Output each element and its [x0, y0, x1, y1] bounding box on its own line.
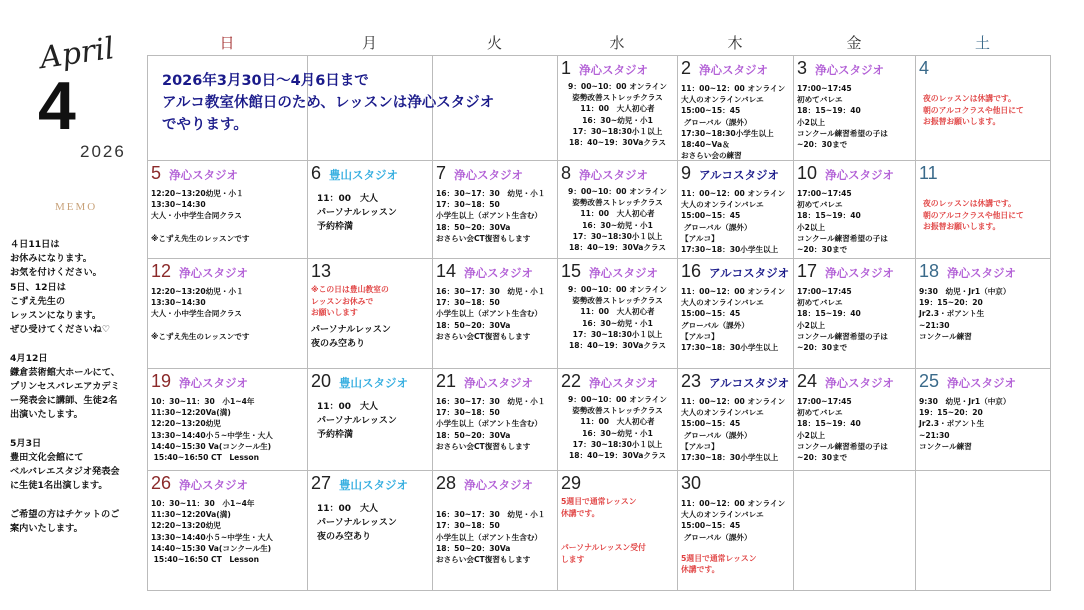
lesson-schedule: 10：30~11：30 小1~4年 11:30~12:20Va(満) 12:20~13:20幼児 13:30~14:40小５~中学生・大人 14:40~15:30 Va(コンクール生) 15:40~16:50 CT Lesson: [151, 397, 273, 463]
day-number: 26: [151, 473, 172, 493]
day-number: 24: [797, 371, 818, 391]
lesson-schedule: 11：00~12：00 オンライン 大人のオンラインバレエ 15:00~15：45 グローバル（課外） 【アルコ】 17:30~18：30小学生以上: [681, 287, 786, 353]
day-number: 28: [436, 473, 457, 493]
lesson-schedule: 11：00~12：00 オンライン 大人のオンラインバレエ 15:00~15：45 グローバル（課外）: [681, 499, 786, 542]
weekday-tue: 火: [486, 34, 502, 52]
lesson-schedule: 17:00~17:45 初めてバレエ 18：15~19：40 小2以上 コンクール練習希望の子は ~20：30まで: [797, 84, 888, 150]
studio-name: 浄心スタジオ: [825, 168, 895, 182]
weekday-thu: 木: [727, 34, 743, 52]
calendar-day-cell[interactable]: [678, 369, 794, 471]
calendar-day-cell[interactable]: [916, 471, 1051, 591]
day-header: [681, 261, 790, 282]
day-header: [151, 163, 304, 184]
day-number: 15: [561, 261, 582, 281]
day-header: [151, 473, 304, 494]
day-number: 22: [561, 371, 582, 391]
day-header: [681, 58, 790, 79]
day-number: 29: [561, 473, 582, 493]
day-number: 2: [681, 58, 692, 78]
lesson-schedule: 10：30~11：30 小1~4年 11:30~12:20Va(満) 12:20~13:20幼児 13:30~14:40小５~中学生・大人 14:40~15:30 Va(コンクール生) 15:40~16:50 CT Lesson: [151, 499, 273, 565]
studio-name: 浄心スタジオ: [179, 478, 249, 492]
studio-name: 浄心スタジオ: [815, 63, 885, 77]
lesson-schedule: 9：00~10：00 オンライン 姿勢改善ストレッチクラス 11：00 大人初心者 16：30~幼児・小1 17：30~18:30小１以上 18：40~19：30Vaクラス: [568, 285, 667, 351]
studio-name: 浄心スタジオ: [579, 168, 649, 182]
calendar-day-cell[interactable]: [916, 56, 1051, 161]
day-number: 20: [311, 371, 332, 391]
studio-name: 浄心スタジオ: [825, 376, 895, 390]
day-header: [919, 261, 1047, 282]
day-number: 6: [311, 163, 322, 183]
calendar-day-cell[interactable]: [433, 259, 558, 369]
studio-name: 浄心スタジオ: [947, 376, 1017, 390]
calendar-day-cell[interactable]: [916, 369, 1051, 471]
calendar-day-cell[interactable]: [308, 471, 433, 591]
calendar-day-cell[interactable]: [916, 259, 1051, 369]
day-number: 3: [797, 58, 808, 78]
lesson-schedule: 9:30 幼児・Jr1（中京） 19：15~20：20 Jr2.3・ポアント生 ~21:30 コンクール練習: [919, 287, 1011, 341]
lesson-schedule: 17:00~17:45 初めてバレエ 18：15~19：40 小2以上 コンクール練習希望の子は ~20：30まで: [797, 287, 888, 353]
day-header: [151, 371, 304, 392]
studio-name: 浄心スタジオ: [464, 266, 534, 280]
calendar-day-cell[interactable]: [558, 161, 678, 259]
day-number: 17: [797, 261, 818, 281]
day-number: 14: [436, 261, 457, 281]
cell-notice: 夜のレッスンは休講です。 朝のアルコクラスや他日にて お振替お願いします。: [923, 199, 1024, 231]
lesson-schedule: 12:20~13:20幼児・小１ 13:30~14:30 大人・小中学生合同クラス ※こずえ先生のレッスンです: [151, 189, 250, 243]
day-header: [436, 163, 554, 184]
day-header: [151, 261, 304, 282]
lesson-schedule: 9:30 幼児・Jr1（中京） 19：15~20：20 Jr2.3・ポアント生 ~21:30 コンクール練習: [919, 397, 1011, 451]
day-header: [919, 371, 1047, 392]
day-number: 18: [919, 261, 940, 281]
studio-name: 浄心スタジオ: [464, 376, 534, 390]
weekday-sat: 土: [974, 34, 990, 52]
cell-notice: 夜のレッスンは休講です。 朝のアルコクラスや他日にて お振替お願いします。: [923, 94, 1024, 126]
day-number: 1: [561, 58, 572, 78]
studio-name: アルコスタジオ: [709, 266, 790, 280]
lesson-schedule: 16：30~17：30 幼児・小１ 17：30~18：50 小学生以上（ポアント生含む） 18：50~20：30Va おさらい会CT復習もします: [436, 510, 546, 565]
studio-name: 豊山スタジオ: [339, 376, 409, 390]
closure-notice: 2026年3月30日～4月6日まで アルコ教室休館日のため、レッスンは浄心スタジオ でやります。: [162, 73, 495, 133]
day-header: [311, 371, 429, 392]
calendar-day-cell[interactable]: [678, 161, 794, 259]
weekday-header: [147, 32, 1050, 53]
day-number: 19: [151, 371, 172, 391]
lesson-schedule: 17:00~17:45 初めてバレエ 18：15~19：40 小2以上 コンクール練習希望の子は ~20：30まで: [797, 397, 888, 463]
studio-name: 浄心スタジオ: [179, 376, 249, 390]
lesson-schedule: 16：30~17：30 幼児・小１ 17：30~18：50 小学生以上（ポアント生含む） 18：50~20：30Va おさらい会CT復習もします: [436, 287, 546, 341]
day-header: [681, 163, 790, 184]
studio-name: 浄心スタジオ: [947, 266, 1017, 280]
day-header: [797, 58, 912, 79]
lesson-schedule: 9：00~10：00 オンライン 姿勢改善ストレッチクラス 11：00 大人初心者 16：30~幼児・小1 17：30~18:30小１以上 18：40~19：30Vaクラス: [568, 187, 667, 253]
day-header: [561, 371, 674, 392]
calendar-day-cell[interactable]: [558, 259, 678, 369]
weekday-mon: 月: [361, 34, 377, 52]
day-header: [919, 58, 1047, 79]
lesson-schedule: 11：00 大人 パーソナルレッスン 予約枠満: [317, 194, 397, 232]
studio-name: 浄心スタジオ: [699, 63, 769, 77]
calendar-day-cell[interactable]: [308, 369, 433, 471]
calendar-day-cell[interactable]: [308, 259, 433, 369]
day-number: 13: [311, 261, 332, 281]
calendar-day-cell[interactable]: [558, 471, 678, 591]
day-number: 12: [151, 261, 172, 281]
lesson-schedule: 9：00~10：00 オンライン 姿勢改善ストレッチクラス 11：00 大人初心者 16：30~幼児・小1 17：30~18:30小１以上 18：40~19：30Vaクラス: [568, 395, 667, 461]
studio-name: 浄心スタジオ: [589, 266, 659, 280]
studio-name: アルコスタジオ: [699, 168, 780, 182]
weekday-sun: 日: [219, 34, 235, 52]
studio-name: 浄心スタジオ: [454, 168, 524, 182]
studio-name: 浄心スタジオ: [179, 266, 249, 280]
month-name: April: [37, 30, 117, 77]
day-header: [436, 473, 554, 494]
calendar-day-cell[interactable]: [916, 161, 1051, 259]
lesson-schedule: 11：00~12：00 オンライン 大人のオンラインバレエ 15:00~15：45 グローバル（課外） 【アルコ】 17:30~18：30小学生以上: [681, 189, 786, 255]
cell-notice: ※この日は豊山教室の レッスンお休みで お願いします: [311, 285, 389, 317]
calendar-day-cell[interactable]: [148, 161, 308, 259]
day-header: [311, 261, 429, 282]
day-header: [919, 163, 1047, 184]
studio-name: 豊山スタジオ: [339, 478, 409, 492]
lesson-schedule: 17:00~17:45 初めてバレエ 18：15~19：40 小2以上 コンクール練習希望の子は ~20：30まで: [797, 189, 888, 255]
day-number: 11: [919, 163, 938, 183]
calendar-day-cell[interactable]: [678, 56, 794, 161]
day-header: [797, 261, 912, 282]
lesson-schedule: 9：00~10：00 オンライン 姿勢改善ストレッチクラス 11：00 大人初心者 16：30~幼児・小1 17：30~18:30小１以上 18：40~19：30Vaクラス: [568, 82, 667, 148]
studio-name: 浄心スタジオ: [589, 376, 659, 390]
calendar-day-cell[interactable]: [148, 259, 308, 369]
day-number: 4: [919, 58, 930, 78]
calendar-day-cell[interactable]: [794, 161, 916, 259]
calendar-day-cell[interactable]: [433, 369, 558, 471]
cell-notice: 5週目で通常レッスン 休講です。 パーソナルレッスン受付 します: [561, 497, 646, 564]
day-header: [311, 163, 429, 184]
day-header: [797, 371, 912, 392]
day-number: 27: [311, 473, 332, 493]
lesson-schedule: 16：30~17：30 幼児・小１ 17：30~18：50 小学生以上（ポアント生含む） 18：50~20：30Va おさらい会CT復習もします: [436, 397, 546, 451]
studio-name: 豊山スタジオ: [329, 168, 399, 182]
calendar-day-cell[interactable]: [308, 161, 433, 259]
studio-name: 浄心スタジオ: [579, 63, 649, 77]
day-header: [311, 473, 429, 494]
day-header: [561, 473, 674, 494]
year: 2026: [80, 142, 126, 161]
lesson-schedule: 11：00 大人 パーソナルレッスン 夜のみ空あり: [317, 504, 397, 542]
calendar-day-cell[interactable]: [794, 471, 916, 591]
studio-name: アルコスタジオ: [709, 376, 790, 390]
lesson-schedule: 11：00 大人 パーソナルレッスン 予約枠満: [317, 402, 397, 440]
calendar-day-cell[interactable]: [794, 259, 916, 369]
weekday-wed: 水: [609, 34, 625, 52]
lesson-schedule: パーソナルレッスン 夜のみ空あり: [311, 324, 391, 349]
calendar-day-cell[interactable]: [148, 471, 308, 591]
day-header: [561, 261, 674, 282]
studio-name: 浄心スタジオ: [464, 478, 534, 492]
day-number: 25: [919, 371, 940, 391]
day-header: [561, 58, 674, 79]
lesson-schedule: 12:20~13:20幼児・小１ 13:30~14:30 大人・小中学生合同クラス ※こずえ先生のレッスンです: [151, 287, 250, 341]
lesson-schedule: 16：30~17：30 幼児・小１ 17：30~18：50 小学生以上（ポアント生含む） 18：50~20：30Va おさらい会CT復習もします: [436, 189, 546, 243]
memo-label: MEMO: [55, 201, 98, 213]
day-header: [681, 371, 790, 392]
day-header: [561, 163, 674, 184]
calendar-day-cell[interactable]: [558, 369, 678, 471]
calendar-day-cell[interactable]: [678, 471, 794, 591]
day-number: 23: [681, 371, 702, 391]
calendar-day-cell[interactable]: [558, 56, 678, 161]
day-number: 10: [797, 163, 818, 183]
month-number: 4: [38, 68, 76, 144]
studio-name: 浄心スタジオ: [169, 168, 239, 182]
calendar-day-cell[interactable]: [433, 161, 558, 259]
day-number: 5: [151, 163, 162, 183]
day-number: 30: [681, 473, 702, 493]
lesson-schedule: 11：00~12：00 オンライン 大人のオンラインバレエ 15:00~15：45 グローバル（課外） 17:30~18:30小学生以上 18:40~Va＆ おさらい会の練習: [681, 84, 786, 161]
calendar-day-cell[interactable]: [433, 471, 558, 591]
day-number: 21: [436, 371, 457, 391]
weekday-fri: 金: [846, 34, 862, 52]
lesson-schedule: 11：00~12：00 オンライン 大人のオンラインバレエ 15:00~15：45 グローバル（課外） 【アルコ】 17:30~18：30小学生以上: [681, 397, 786, 463]
cell-notice: 5週目で通常レッスン 休講です。: [681, 553, 757, 575]
day-number: 8: [561, 163, 572, 183]
day-header: [797, 163, 912, 184]
day-header: [436, 261, 554, 282]
memo-text: ４日11日は お休みになります。 お気を付けください。 5日、12日は こずえ先生の レッスンになります。 ぜひ受けてくださいね♡ 4月12日 鎌倉芸術館大ホールにて、 プリンセスバレエアカデミ ー発表会に講師、生徒2名 出演いたします。 5月3日 豊田文化会館にて ベルバレエスタジオ発表会 に生徒1名出演します。 ご希望の方はチケットのご 案内いたします。: [10, 239, 120, 535]
calendar-day-cell[interactable]: [678, 259, 794, 369]
calendar-day-cell[interactable]: [148, 369, 308, 471]
calendar-day-cell[interactable]: [794, 369, 916, 471]
studio-name: 浄心スタジオ: [825, 266, 895, 280]
day-header: [681, 473, 790, 494]
day-number: 7: [436, 163, 447, 183]
day-header: [436, 371, 554, 392]
day-number: 16: [681, 261, 702, 281]
calendar-day-cell[interactable]: [794, 56, 916, 161]
day-number: 9: [681, 163, 692, 183]
